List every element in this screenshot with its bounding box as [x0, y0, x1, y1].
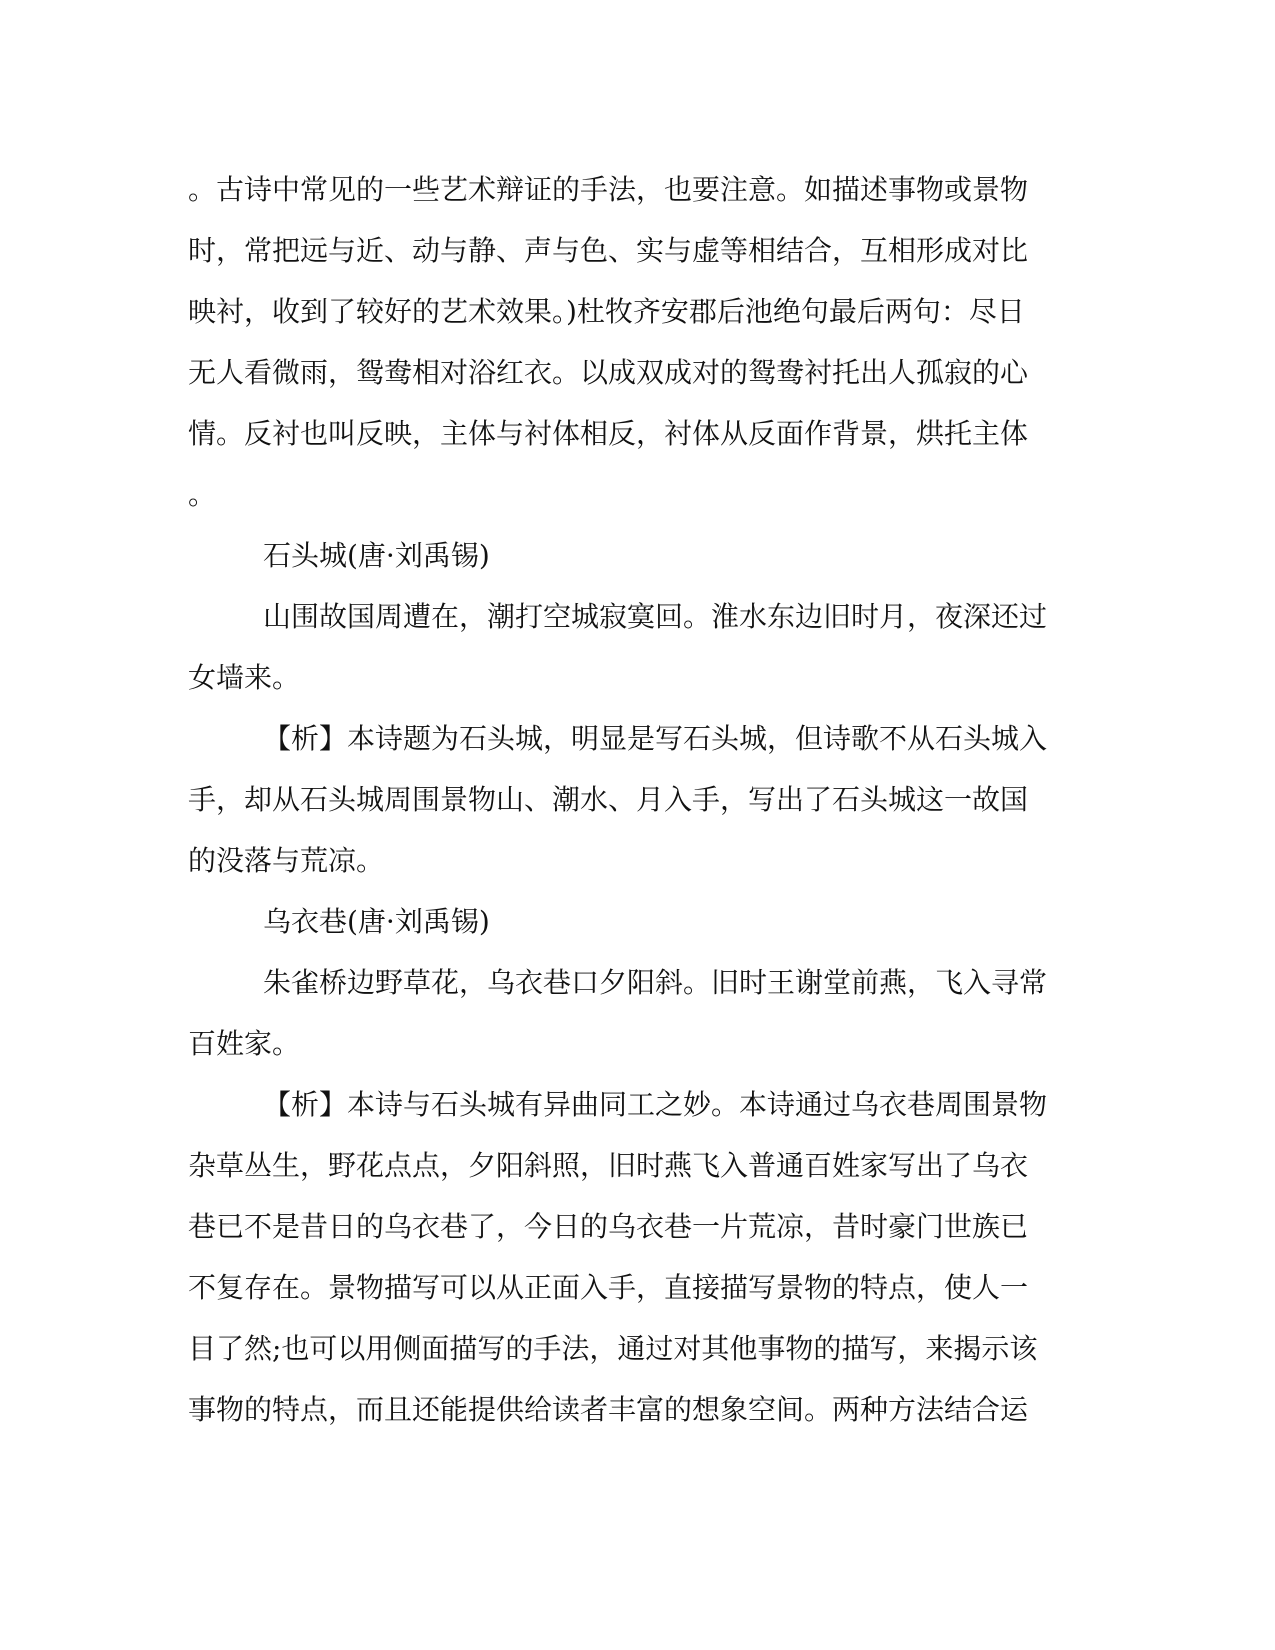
paragraph-line: 无人看微雨，鸳鸯相对浴红衣。以成双成对的鸳鸯衬托出人孤寂的心 [188, 356, 1029, 389]
paragraph-line: 情。反衬也叫反映，主体与衬体相反，衬体从反面作背景，烘托主体 [188, 417, 1029, 450]
analysis-line: 【析】本诗与石头城有异曲同工之妙。本诗通过乌衣巷周围景物 [263, 1088, 1048, 1121]
analysis-line: 不复存在。景物描写可以从正面入手，直接描写景物的特点，使人一 [188, 1271, 1029, 1304]
paragraph-line: 映衬，收到了较好的艺术效果。)杜牧齐安郡后池绝句最后两句：尽日 [188, 295, 1025, 328]
poem-title-wuyixiang: 乌衣巷(唐·刘禹锡) [263, 905, 490, 938]
analysis-line: 的没落与荒凉。 [188, 844, 385, 877]
analysis-line: 事物的特点，而且还能提供给读者丰富的想象空间。两种方法结合运 [188, 1393, 1029, 1426]
analysis-line: 杂草丛生，野花点点，夕阳斜照，旧时燕飞入普通百姓家写出了乌衣 [188, 1149, 1029, 1182]
poem-text-line: 朱雀桥边野草花，乌衣巷口夕阳斜。旧时王谢堂前燕，飞入寻常 [263, 966, 1048, 999]
analysis-line: 目了然;也可以用侧面描写的手法，通过对其他事物的描写，来揭示该 [188, 1332, 1038, 1365]
analysis-line: 巷已不是昔日的乌衣巷了，今日的乌衣巷一片荒凉，昔时豪门世族已 [188, 1210, 1029, 1243]
poem-text-line: 女墙来。 [188, 661, 301, 694]
paragraph-line: 时，常把远与近、动与静、声与色、实与虚等相结合，互相形成对比 [188, 234, 1029, 267]
poem-text-line: 山围故国周遭在，潮打空城寂寞回。淮水东边旧时月，夜深还过 [263, 600, 1048, 633]
poem-title-shitoucheng: 石头城(唐·刘禹锡) [263, 539, 490, 572]
poem-text-line: 百姓家。 [188, 1027, 301, 1060]
paragraph-line: 。 [188, 478, 217, 511]
analysis-line: 手，却从石头城周围景物山、潮水、月入手，写出了石头城这一故国 [188, 783, 1029, 816]
paragraph-line: 。古诗中常见的一些艺术辩证的手法，也要注意。如描述事物或景物 [188, 173, 1029, 206]
analysis-line: 【析】本诗题为石头城，明显是写石头城，但诗歌不从石头城入 [263, 722, 1048, 755]
